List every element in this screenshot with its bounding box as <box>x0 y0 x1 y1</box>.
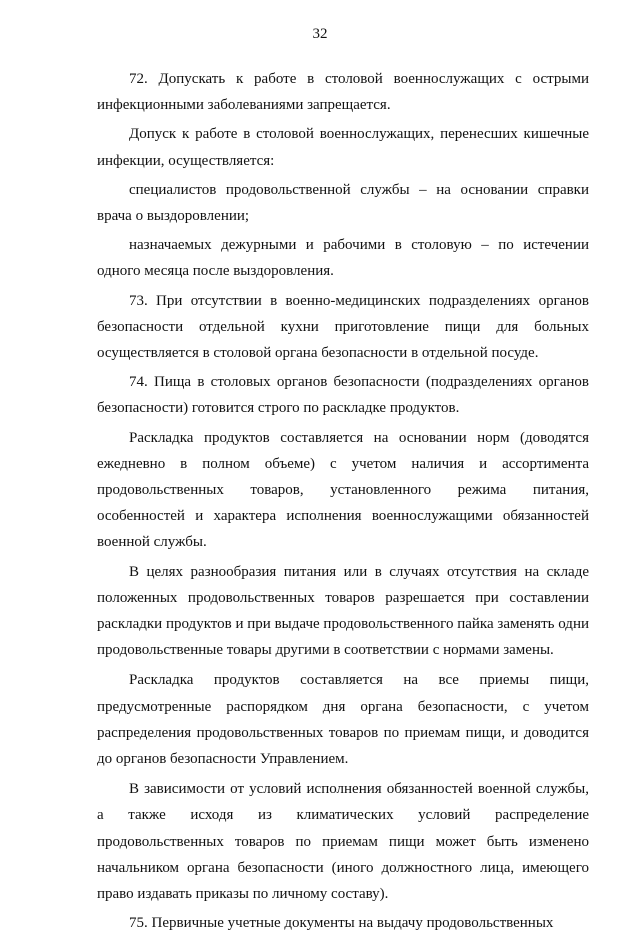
paragraph-73: 73. При отсутствии в военно-медицинских подразделениях органов безопасности отдельной кухни приготовление пищи для больных осуществляется в столовой органа безопасности в отдельной посуде. <box>97 292 589 362</box>
document-body <box>97 66 589 940</box>
paragraph-meal-distribution: Раскладка продуктов составляется на все приемы пищи, предусмотренные распорядком дня органа безопасности, с учетом распределения продовольственных товаров по приемам пищи, и доводится до органов безопасности Управлением. <box>97 672 589 768</box>
paragraph-duty-personnel: назначаемых дежурными и рабочими в столовую – по истечении одного месяца после выздоровления. <box>97 237 589 280</box>
paragraph-food-service-specialists: специалистов продовольственной службы – на основании справки врача о выздоровлении; <box>97 181 589 225</box>
paragraph-layout-basis: Раскладка продуктов составляется на основании норм (доводятся ежедневно в полном объеме) с учетом наличия и ассортимента продовольственных товаров, установленного режима питания, особенностей и характера исполнения военнослужащими обязанностей военной службы. <box>97 429 589 551</box>
paragraph-climate-conditions: В зависимости от условий исполнения обязанностей военной службы, а также исходя из климатических условий распределение продовольственных товаров по приемам пищи может быть изменено начальником органа безопасности (иного должностного лица, имеющего право издавать приказы по личному составу). <box>97 781 589 903</box>
paragraph-75: 75. Первичные учетные документы на выдачу продовольственных <box>129 915 554 932</box>
page-number: 32 <box>312 26 328 42</box>
paragraph-food-substitution: В целях разнообразия питания или в случаях отсутствия на складе положенных продовольственных товаров разрешается при составлении раскладки продуктов и при выдаче продовольственного пайка заменять одни продовольственные товары другими в соответствии с нормами замены. <box>97 563 589 659</box>
paragraph-72: 72. Допускать к работе в столовой военнослужащих с острыми инфекционными заболеваниями запрещается. <box>97 71 589 114</box>
paragraph-74: 74. Пища в столовых органов безопасности (подразделениях органов безопасности) готовится строго по раскладке продуктов. <box>97 374 589 417</box>
paragraph-admission-intro: Допуск к работе в столовой военнослужащих, перенесших кишечные инфекции, осуществляется: <box>97 126 589 169</box>
